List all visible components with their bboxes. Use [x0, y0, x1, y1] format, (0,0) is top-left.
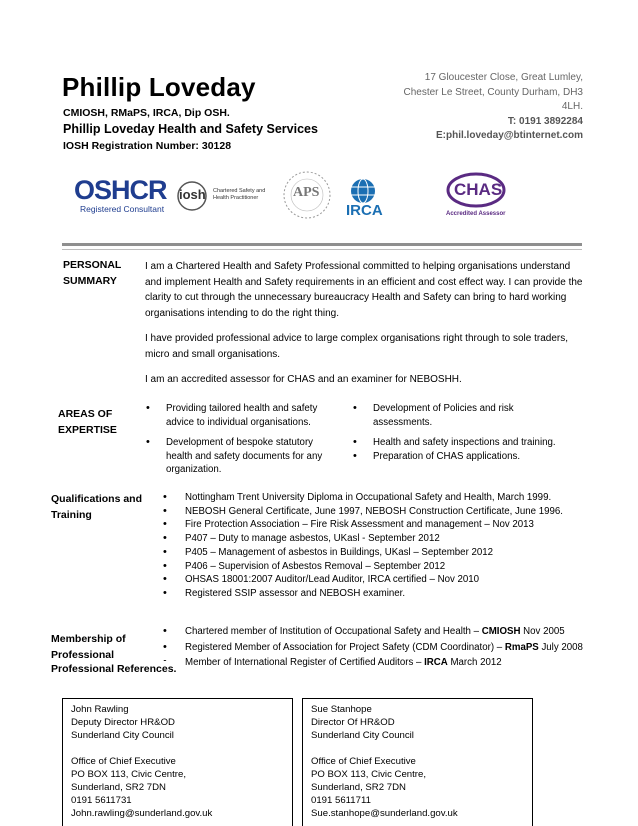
- oshcr-logo-subtitle: Registered Consultant: [80, 204, 165, 214]
- reference-box-1: [62, 698, 293, 826]
- chas-logo-text: CHAS: [454, 180, 503, 199]
- list-item: • Development of bespoke statutory health and safety documents for any organization.: [146, 436, 326, 477]
- aps-logo-text: APS: [293, 185, 320, 200]
- summary-paragraph: I am a Chartered Health and Safety Professional committed to helping organisations understand and implement Health and Safety requirements in an efficient and cost effect way. I can provide the clarity to cut through the unnecessary bureaucracy Health and Safety can bring to hard working organisations intending to do the right thing.: [145, 261, 583, 319]
- list-item: • Registered SSIP assessor and NEBOSH examiner.: [163, 587, 593, 601]
- list-item: • Chartered member of Institution of Occupational Safety and Health – CMIOSH Nov 2005: [163, 624, 593, 640]
- reference-office: Office of Chief Executive: [311, 756, 416, 767]
- oshcr-logo: [74, 176, 174, 226]
- section-label: PERSONAL: [63, 259, 122, 271]
- address-line: 17 Gloucester Close, Great Lumley,: [424, 72, 583, 83]
- membership-list-wrap: [163, 624, 593, 668]
- phone-number: T: 0191 3892284: [507, 115, 583, 127]
- qualifications-list: [163, 491, 593, 601]
- registration-number: IOSH Registration Number: 30128: [63, 140, 232, 152]
- expertise-list-left: [146, 402, 326, 477]
- reference-phone: 0191 5611711: [311, 795, 371, 806]
- oshcr-logo-text: OSHCR: [74, 175, 167, 205]
- list-item: • Providing tailored health and safety advice to individual organisations.: [146, 402, 326, 429]
- iosh-logo-subtitle: Health Practitioner: [213, 195, 259, 201]
- divider: [62, 243, 582, 246]
- expertise-list-right: [353, 402, 563, 463]
- list-item: • Fire Protection Association – Fire Risk Assessment and management – Nov 2013: [163, 518, 593, 532]
- reference-pobox: PO BOX 113, Civic Centre,: [71, 769, 186, 780]
- irca-logo: [346, 177, 426, 227]
- qualifications-label: [51, 491, 142, 523]
- list-item: • Member of International Register of Certified Auditors – IRCA March 2012: [163, 655, 593, 671]
- section-label: SUMMARY: [63, 275, 117, 287]
- reference-pobox: PO BOX 113, Civic Centre,: [311, 769, 426, 780]
- list-item: • P406 – Supervision of Asbestos Removal – September 2012: [163, 560, 593, 574]
- chas-logo: [440, 171, 514, 227]
- section-label: Qualifications and: [51, 493, 143, 505]
- reference-name: Sue Stanhope: [311, 704, 372, 715]
- reference-email: John.rawling@sunderland.gov.uk: [71, 808, 213, 819]
- list-item: • Preparation of CHAS applications.: [353, 450, 563, 464]
- summary-text: [145, 259, 585, 388]
- summary-paragraph: I have provided professional advice to large complex organisations right through to sole traders, micro and small organisations.: [145, 333, 569, 360]
- list-item: • Health and safety inspections and training.: [353, 436, 563, 450]
- section-label: EXPERTISE: [58, 424, 117, 436]
- list-item: • OHSAS 18001:2007 Auditor/Lead Auditor, IRCA certified – Nov 2010: [163, 573, 593, 587]
- summary-label: [63, 257, 121, 289]
- iosh-logo-subtitle: Chartered Safety and: [213, 188, 266, 194]
- list-item: • NEBOSH General Certificate, June 1997, NEBOSH Construction Certificate, June 1996.: [163, 505, 593, 519]
- reference-box-2: [302, 698, 533, 826]
- accreditation-logos: [62, 168, 582, 228]
- membership-list: [163, 624, 593, 671]
- reference-city: Sunderland, SR2 7DN: [311, 782, 406, 793]
- list-item: • Nottingham Trent University Diploma in Occupational Safety and Health, March 1999.: [163, 491, 593, 505]
- iosh-logo-text: iosh: [179, 187, 206, 202]
- reference-org: Sunderland City Council: [311, 730, 414, 741]
- expertise-label: [58, 406, 117, 438]
- address-line: 4LH.: [561, 101, 583, 112]
- contact-block: [383, 71, 583, 144]
- reference-title: Director Of HR&OD: [311, 717, 395, 728]
- reference-title: Deputy Director HR&OD: [71, 717, 175, 728]
- section-label: AREAS OF: [58, 408, 113, 420]
- reference-name: John Rawling: [71, 704, 129, 715]
- section-label: Training: [51, 509, 92, 521]
- divider: [62, 249, 582, 250]
- candidate-name: Phillip Loveday: [62, 72, 256, 102]
- reference-city: Sunderland, SR2 7DN: [71, 782, 166, 793]
- list-item: • P405 – Management of asbestos in Buildings, UKasl – September 2012: [163, 546, 593, 560]
- reference-email: Sue.stanhope@sunderland.gov.uk: [311, 808, 458, 819]
- reference-org: Sunderland City Council: [71, 730, 174, 741]
- reference-phone: 0191 5611731: [71, 795, 132, 806]
- membership-label: [51, 631, 126, 663]
- irca-logo-text: IRCA: [346, 202, 383, 219]
- list-item: • Registered Member of Association for Project Safety (CDM Coordinator) – RmaPS July 2008: [163, 640, 593, 656]
- list-item: • Development of Policies and risk assessments.: [353, 402, 563, 429]
- reference-office: Office of Chief Executive: [71, 756, 176, 767]
- address-line: Chester Le Street, County Durham, DH3: [403, 86, 583, 98]
- section-label: Membership of: [51, 633, 126, 645]
- references-label: Professional References.: [51, 663, 177, 675]
- iosh-logo: [176, 180, 276, 220]
- company-name: Phillip Loveday Health and Safety Services: [63, 122, 318, 136]
- aps-logo: [282, 168, 332, 228]
- list-item: • P407 – Duty to manage asbestos, UKasl - September 2012: [163, 532, 593, 546]
- summary-paragraph: I am an accredited assessor for CHAS and an examiner for NEBOSHH.: [145, 374, 462, 385]
- chas-logo-subtitle: Accredited Assessor: [446, 211, 506, 217]
- email-address: E:phil.loveday@btinternet.com: [436, 130, 583, 141]
- globe-icon: [346, 177, 380, 205]
- credentials: CMIOSH, RMaPS, IRCA, Dip OSH.: [63, 107, 230, 119]
- section-label: Professional: [51, 649, 115, 661]
